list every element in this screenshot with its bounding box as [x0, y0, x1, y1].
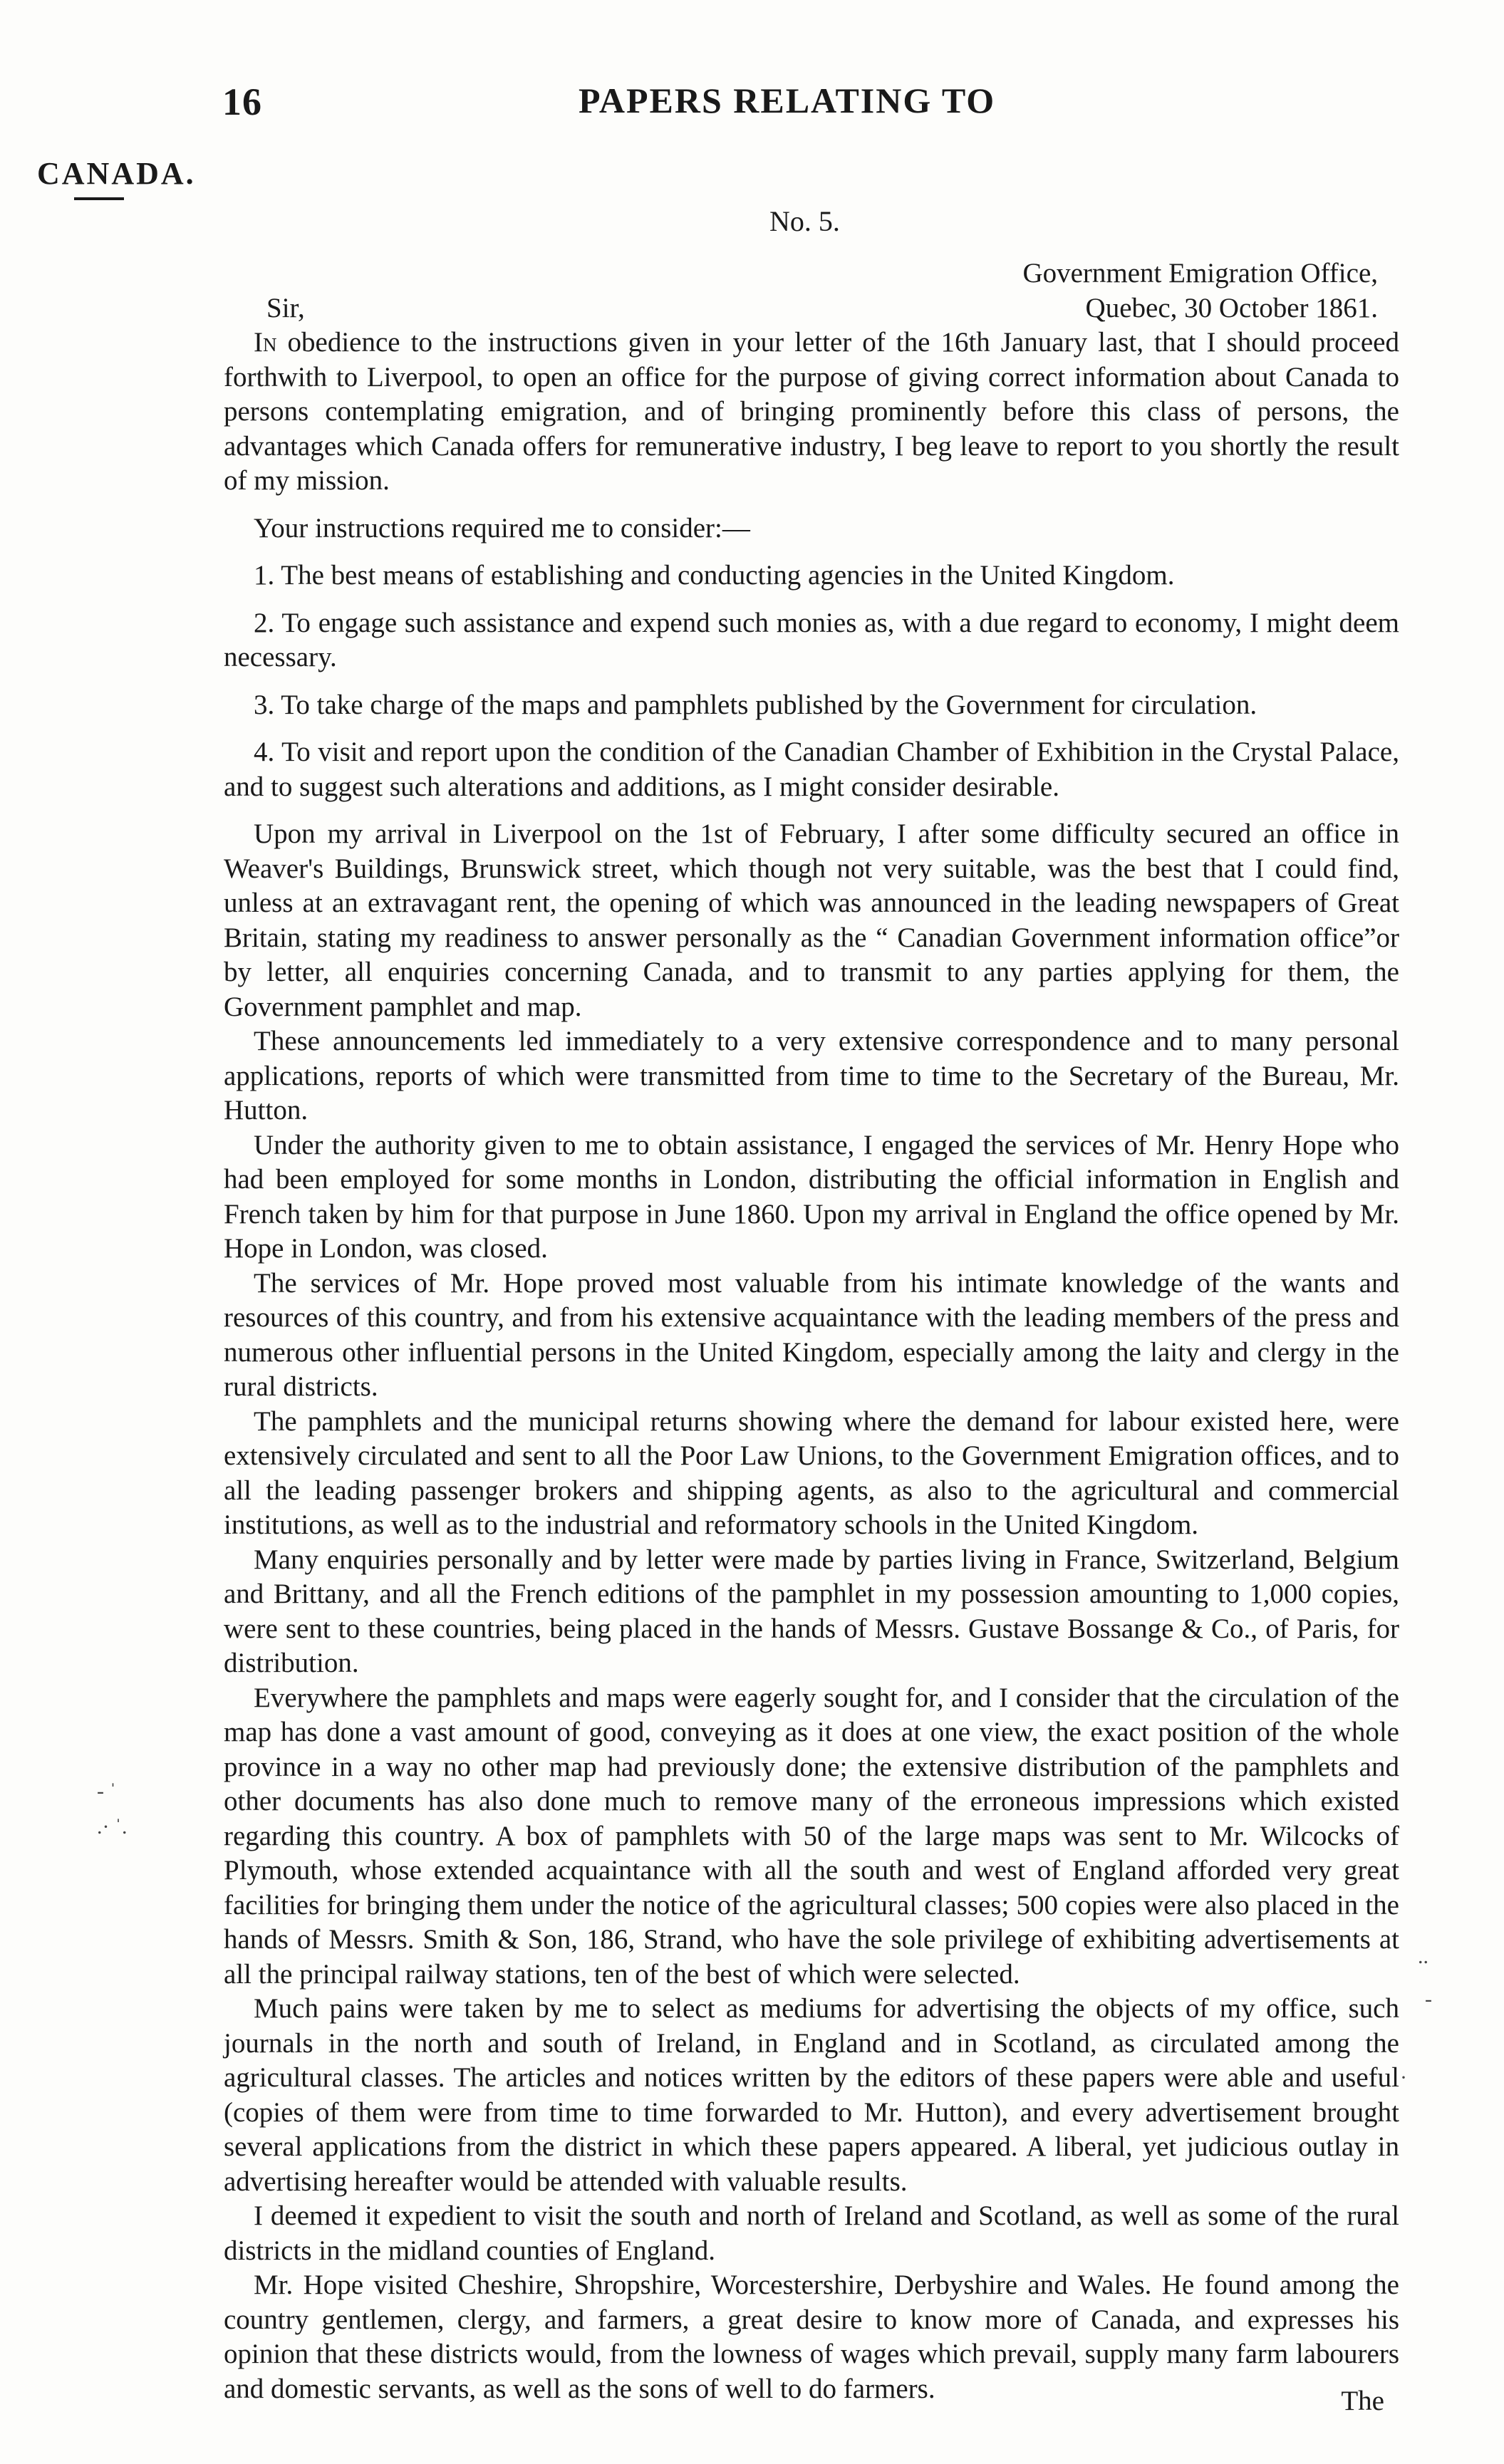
margin-mark: ·: [1400, 2066, 1407, 2089]
paragraph-lead: In: [254, 327, 277, 358]
list-item: 2. To engage such assistance and expend such monies as, with a due regard to economy, I might deem necessary.: [224, 607, 1399, 672]
letter-body: [224, 256, 1399, 2406]
paragraph: Much pains were taken by me to select as mediums for advertising the objects of my office, such journals in the north and south of Ireland, in England and in Scotland, as circulated among the agricultural classes. The articles and notices written by the editors of these papers were able and useful (copies of them were from time to time forwarded to Mr. Hutton), and every advertisement brought several applications from the district in which these papers appeared. A liberal, yet judicious outlay in advertising hereafter would be attended with valuable results.: [224, 1993, 1399, 2197]
paragraph: Everywhere the pamphlets and maps were eagerly sought for, and I consider that the circulation of the map has done a vast amount of good, conveying as it does at one view, the exact position of the whole province in a way no other map had previously done; the extensive distribution of the pamphlets and other documents has also done much to remove many of the erroneous impressions which existed regarding this country. A box of pamphlets with 50 of the large maps was sent to Mr. Wilcocks of Plymouth, whose extended acquaintance with all the south and west of England afforded very great facilities for bringing them under the notice of the agricultural classes; 500 copies were also placed in the hands of Messrs. Smith & Son, 186, Strand, who have the sole privilege of exhibiting advertisements at all the principal railway stations, ten of the best of which were selected.: [224, 1682, 1399, 1990]
paragraph: [224, 326, 1399, 499]
paragraph: Under the authority given to me to obtain assistance, I engaged the services of Mr. Henry Hope who had been employed for some months in London, distributing the official information in English and French taken by him for that purpose in June 1860. Upon my arrival in England the office opened by Mr. Hope in London, was closed.: [224, 1129, 1399, 1264]
paragraph-text: obedience to the instructions given in your letter of the 16th January last, that I should proceed forthwith to Liverpool, to open an office for the purpose of giving correct information about Canada to persons contemplating emigration, and of bringing prominently before this class of persons, the advantages which Canada offers for remunerative industry, I beg leave to report to you shortly the result of my mission.: [224, 327, 1399, 496]
paragraph: The services of Mr. Hope proved most valuable from his intimate knowledge of the wants and resources of this country, and from his extensive acquaintance with the leading members of the press and numerous other influential persons in the United Kingdom, especially among the laity and clergy in the rural districts.: [224, 1267, 1399, 1402]
margin-note-rule: [74, 197, 124, 200]
paragraph: I deemed it expedient to visit the south and north of Ireland and Scotland, as well as some of the rural districts in the midland counties of England.: [224, 2200, 1399, 2266]
document-number: No. 5.: [769, 205, 840, 237]
list-item: 1. The best means of establishing and conducting agencies in the United Kingdom.: [254, 560, 1175, 591]
margin-mark: - ˈ: [97, 1779, 117, 1803]
paragraph: Mr. Hope visited Cheshire, Shropshire, Worcestershire, Derbyshire and Wales. He found among the country gentlemen, clergy, and farmers, a great desire to know more of Canada, and expresses his opinion that these districts would, from the lowness of wages which prevail, supply many farm labourers and domestic servants, as well as the sons of well to do farmers.: [224, 2270, 1399, 2404]
margin-note: [37, 155, 196, 200]
margin-mark: ..: [1418, 1945, 1428, 1968]
place-date: Quebec, 30 October 1861.: [1085, 292, 1378, 323]
paragraph: The pamphlets and the municipal returns showing where the demand for labour existed here, were extensively circulated and sent to all the Poor Law Unions, to the Government Emigration offices, and to all the leading passenger brokers and shipping agents, as also to the agricultural and commercial institutions, as well as to the industrial and reformatory schools in the United Kingdom.: [224, 1405, 1399, 1540]
paragraph: Your instructions required me to consider:—: [254, 512, 750, 544]
margin-note-label: CANADA.: [37, 156, 196, 191]
salutation: Sir,: [266, 292, 305, 323]
list-item: 3. To take charge of the maps and pamphlets published by the Government for circulation.: [254, 689, 1257, 720]
list-item: 4. To visit and report upon the condition of the Canadian Chamber of Exhibition in the Crystal Palace, and to suggest such alterations and additions, as I might consider desirable.: [224, 737, 1399, 802]
office-line: Government Emigration Office,: [1022, 258, 1378, 288]
salutation-line: [224, 291, 1399, 326]
margin-mark: .· ˈ.: [97, 1815, 128, 1839]
paragraph: Many enquiries personally and by letter were made by parties living in France, Switzerland, Belgium and Brittany, and all the French editions of the pamphlet in my possession amounting to 1,000 copies, were sent to these countries, being placed in the hands of Messrs. Gustave Bossange & Co., of Paris, for distribution.: [224, 1544, 1399, 1678]
running-title: PAPERS RELATING TO: [579, 80, 996, 120]
page-number: 16: [222, 80, 262, 123]
paragraph: These announcements led immediately to a very extensive correspondence and to many personal applications, reports of which were transmitted from time to time to the Secretary of the Bureau, Mr. Hutton.: [224, 1026, 1399, 1126]
margin-mark: -: [1425, 1987, 1432, 2011]
paragraph: Upon my arrival in Liverpool on the 1st of February, I after some difficulty secured an office in Weaver's Buildings, Brunswick street, which though not very suitable, was the best that I could find, unless at an extravagant rent, the opening of which was announced in the leading newspapers of Great Britain, stating my readiness to answer personally as the “ Canadian Government information office”or by letter, all enquiries concerning Canada, and to transmit to any parties applying for them, the Government pamphlet and map.: [224, 818, 1399, 1022]
catchword: The: [1341, 2386, 1384, 2416]
